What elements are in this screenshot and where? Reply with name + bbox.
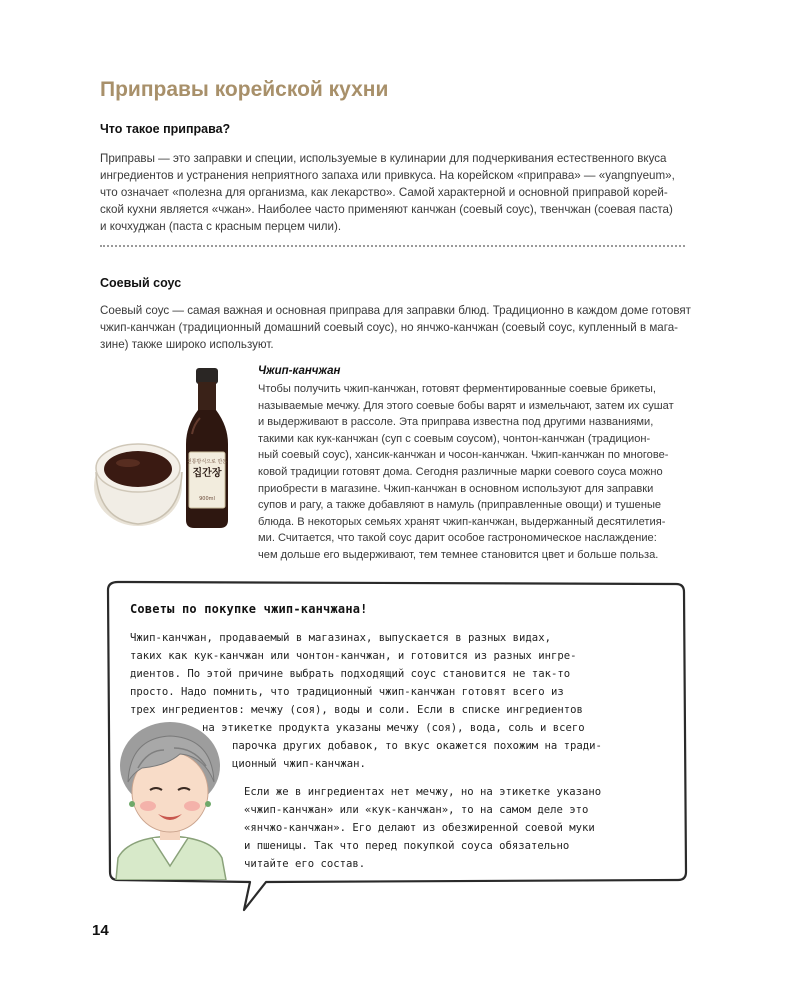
tips-line: «янчжо-канчжан». Его делают из обезжиренной соевой муки: [244, 822, 595, 834]
tips-title: Советы по покупке чжип-канчжана!: [130, 602, 368, 616]
subsection-heading-jip-ganjang: Чжип-канчжан: [258, 365, 341, 377]
bottle-label-volume: 900ml: [199, 496, 215, 502]
tips-line: на этикетке продукта указаны мечжу (соя), вода, соль и всего: [202, 722, 585, 734]
paragraph-line: называемые мечжу. Для этого соевые бобы варят и измельчают, затем их сушат: [258, 399, 674, 412]
paragraph-line: супов и рагу, а также добавляют в намуль (приправленные овощи) и тушеные: [258, 499, 662, 512]
paragraph-line: блюда. В некоторых семьях хранят чжип-канчжан, выдержанный десятилетия-: [258, 515, 666, 528]
paragraph-line: ской кухни является «чжан». Наиболее часто применяют канчжан (соевый соус), твенчжан (соевая паста): [100, 203, 673, 216]
grandmother-icon: [116, 722, 226, 880]
section-heading-what-is-seasoning: Что такое приправа?: [100, 122, 231, 136]
tips-line: ционный чжип-канчжан.: [232, 758, 366, 770]
paragraph-line: и кочхуджан (паста с красным перцем чили).: [100, 220, 342, 233]
paragraph-line: чем дольше его выдерживают, тем темнее становится цвет и больше польза.: [258, 548, 659, 561]
bottle-label-small-text: 전통방식으로 만든: [186, 459, 228, 465]
paragraph-line: приобрести в магазине. Чжип-канчжан в основном используют для заправки: [258, 482, 654, 495]
tips-line: парочка других добавок, то вкус окажется похожим на тради-: [232, 740, 602, 752]
paragraph-line: Чтобы получить чжип-канчжан, готовят ферментированные соевые брикеты,: [258, 383, 656, 395]
paragraph-line: Соевый соус — самая важная и основная приправа для заправки блюд. Традиционно в каждом доме готовят: [100, 304, 691, 317]
tips-line: Чжип-канчжан, продаваемый в магазинах, выпускается в разных видах,: [130, 632, 551, 644]
page-title: Приправы корейской кухни: [100, 78, 389, 101]
section-heading-soy-sauce: Соевый соус: [100, 276, 182, 290]
bottle-label-main-text: 집간장: [192, 468, 222, 479]
paragraph-line: ингредиентов и устранения неприятного запаха или привкуса. На корейском «приправа» — «yangnyeum»,: [100, 169, 675, 182]
tips-line: таких как кук-канчжан или чонтон-канчжан, и готовится из разных ингре-: [130, 650, 577, 662]
paragraph-line: чжип-канчжан (традиционный домашний соевый соус), но янчжо-канчжан (соевый соус, купленный в мага-: [100, 321, 679, 334]
tips-line: читайте его состав.: [244, 858, 366, 870]
paragraph-line: ковой традиции готовят дома. Сегодня различные марки соевого соуса можно: [258, 465, 663, 478]
tips-line: Если же в ингредиентах нет мечжу, но на этикетке указано: [244, 786, 602, 798]
paragraph-line: Приправы — это заправки и специи, используемые в кулинарии для подчеркивания естественного вкуса: [100, 152, 667, 165]
tips-line: диентов. По этой причине выбрать подходящий соус становится не так-то: [130, 668, 571, 680]
tips-line: и пшеницы. Так что перед покупкой соуса обязательно: [244, 840, 570, 852]
paragraph-line: и выдерживают в рассоле. Эта приправа известна под другими названиями,: [258, 416, 654, 429]
paragraph-line: ный соевый соус), хансик-канчжан и чосон-канчжан. Чжип-канчжан по многове-: [258, 449, 669, 462]
paragraph-line: ми. Считается, что такой соус дарит особое гастрономическое наслаждение:: [258, 532, 657, 545]
grandmother-illustration: [108, 720, 238, 880]
paragraph-line: такими как кук-канчжан (суп с соевым соусом), чонтон-канчжан (традицион-: [258, 432, 651, 445]
paragraph-line: зине) также широко используют.: [100, 338, 274, 351]
tips-line: трех ингредиентов: мечжу (соя), воды и соли. Если в списке ингредиентов: [130, 704, 583, 716]
tips-line: просто. Надо помнить, что традиционный чжип-канчжан готовят всего из: [130, 686, 564, 698]
paragraph-line: что означает «полезна для организма, как лекарство». Самой характерной и основной приправой корей-: [100, 186, 668, 199]
tips-line: «чжип-канчжан» или «кук-канчжан», то на самом деле это: [244, 804, 589, 816]
page-number: 14: [92, 922, 109, 939]
